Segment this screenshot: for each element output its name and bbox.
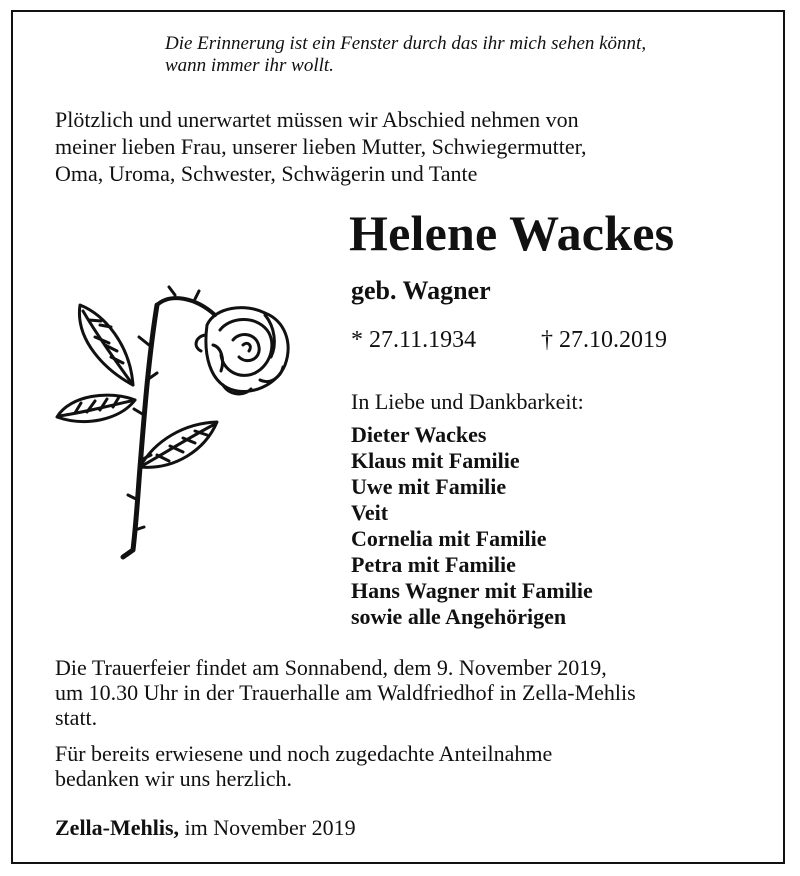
motto-line: wann immer ihr wollt.: [165, 55, 334, 76]
mourner: Cornelia mit Familie: [351, 526, 547, 551]
death-date: † 27.10.2019: [541, 327, 667, 353]
mourner: Veit: [351, 500, 389, 525]
footer-signature: [55, 815, 356, 841]
rose-icon: [45, 285, 305, 575]
mourners-list: [351, 422, 593, 630]
mourner: Dieter Wackes: [351, 422, 487, 447]
mourner: Klaus mit Familie: [351, 448, 520, 473]
mourner: sowie alle Angehörigen: [351, 604, 567, 629]
service-info: [55, 655, 775, 730]
motto-quote: [165, 33, 765, 77]
life-dates: [351, 325, 667, 355]
service-line: statt.: [55, 705, 98, 730]
gratitude-text: [55, 741, 775, 791]
mourner: Hans Wagner mit Familie: [351, 578, 593, 603]
birth-date: * 27.11.1934: [351, 327, 477, 353]
intro-text: [55, 106, 755, 187]
intro-line: Plötzlich und unerwartet müssen wir Abschied nehmen von: [55, 107, 579, 132]
gratitude-line: Für bereits erwiesene und noch zugedachte Anteilnahme: [55, 741, 553, 766]
thanks-heading: In Liebe und Dankbarkeit:: [351, 389, 584, 414]
maiden-name: geb. Wagner: [351, 276, 491, 305]
intro-line: meiner lieben Frau, unserer lieben Mutter, Schwiegermutter,: [55, 134, 587, 159]
service-line: Die Trauerfeier findet am Sonnabend, dem 9. November 2019,: [55, 655, 607, 680]
deceased-name: Helene Wackes: [349, 205, 675, 261]
intro-line: Oma, Uroma, Schwester, Schwägerin und Tante: [55, 161, 478, 186]
footer-date: im November 2019: [184, 815, 356, 840]
footer-place: Zella-Mehlis,: [55, 815, 180, 840]
service-line: um 10.30 Uhr in der Trauerhalle am Waldfriedhof in Zella-Mehlis: [55, 680, 636, 705]
mourner: Petra mit Familie: [351, 552, 516, 577]
motto-line: Die Erinnerung ist ein Fenster durch das ihr mich sehen könnt,: [165, 33, 647, 54]
gratitude-line: bedanken wir uns herzlich.: [55, 766, 293, 791]
mourner: Uwe mit Familie: [351, 474, 507, 499]
